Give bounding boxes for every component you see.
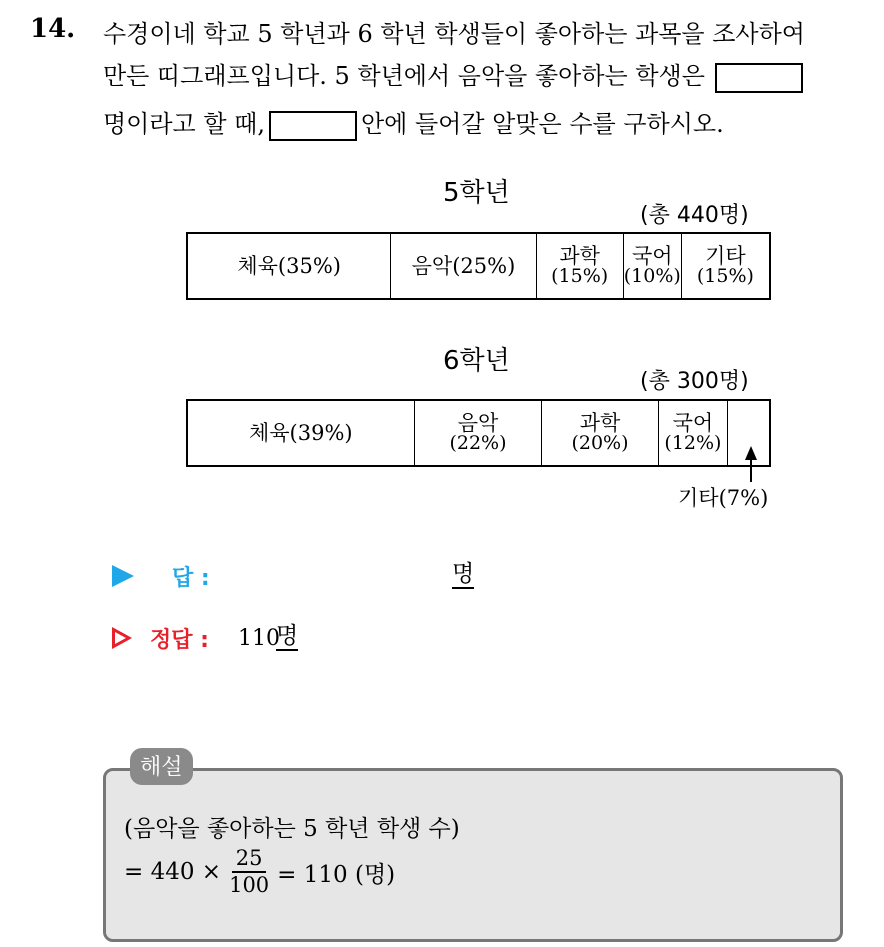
segment-label: 국어 <box>672 411 714 435</box>
segment-percent: (12%) <box>664 432 722 455</box>
chart-5-segment-5 <box>682 234 769 298</box>
answer-label: 답 : <box>172 566 210 591</box>
explanation-equation <box>124 846 395 898</box>
segment-label: 음악 <box>457 411 499 435</box>
equation-fraction <box>225 846 273 898</box>
fraction-numerator: 25 <box>232 846 267 873</box>
question-line-3a: 명이라고 할 때, <box>103 110 265 138</box>
answer-blank-box-inline <box>269 111 357 141</box>
segment-percent: (22%) <box>449 432 507 455</box>
callout-arrow-line <box>750 458 752 482</box>
segment-percent: (15%) <box>696 265 754 288</box>
chart-6-segment-2 <box>415 401 543 465</box>
chart-6-segment-4 <box>659 401 729 465</box>
correct-label: 정답 : <box>150 628 209 653</box>
segment-label: 과학 <box>579 411 621 435</box>
explanation-tag: 해설 <box>130 748 193 785</box>
question-line-3b: 안에 들어갈 알맞은 수를 구하시오. <box>361 110 724 138</box>
chart-6-total: (총 300명) <box>640 369 749 394</box>
equation-right: = 110 (명) <box>277 861 396 888</box>
question-line-3 <box>103 104 724 141</box>
chart-5-band <box>186 232 771 300</box>
answer-triangle-icon <box>112 565 134 587</box>
question-line-1: 수경이네 학교 5 학년과 6 학년 학생들이 좋아하는 과목을 조사하여 <box>103 20 805 48</box>
answer-unit: 명 <box>452 561 474 589</box>
segment-percent: (20%) <box>571 432 629 455</box>
chart-5-title: 5학년 <box>443 178 510 208</box>
segment-label: 과학 <box>559 244 600 268</box>
chart-5-segment-3 <box>537 234 624 298</box>
segment-label: 국어 <box>631 244 673 268</box>
question-line-2 <box>103 56 807 93</box>
segment-label: 체육(39%) <box>248 420 353 445</box>
chart-6-band <box>186 399 771 467</box>
segment-percent: (15%) <box>551 265 609 288</box>
chart-5-total: (총 440명) <box>640 203 749 228</box>
question-number: 14. <box>30 14 76 44</box>
explanation-line-1: (음악을 좋아하는 5 학년 학생 수) <box>124 816 460 842</box>
equation-left: = 440 × <box>124 859 222 886</box>
correct-triangle-icon <box>112 627 132 649</box>
chart-5-segment-2 <box>391 234 536 298</box>
segment-percent: (10%) <box>623 265 681 288</box>
chart-6-title: 6학년 <box>443 346 510 376</box>
segment-label: 음악(25%) <box>411 253 516 278</box>
segment-label: 기타 <box>705 244 746 268</box>
fraction-denominator: 100 <box>229 873 270 898</box>
question-line-2-text: 만든 띠그래프입니다. 5 학년에서 음악을 좋아하는 학생은 <box>103 62 705 90</box>
chart-6-segment-1 <box>188 401 415 465</box>
chart-5-segment-1 <box>188 234 391 298</box>
answer-blank-box <box>715 63 803 93</box>
chart-5-segment-4 <box>624 234 682 298</box>
segment-label: 체육(35%) <box>237 253 341 278</box>
correct-value: 110 <box>238 626 280 651</box>
correct-unit: 명 <box>276 623 298 651</box>
chart-6-callout: 기타(7%) <box>678 486 769 510</box>
chart-6-segment-3 <box>542 401 658 465</box>
